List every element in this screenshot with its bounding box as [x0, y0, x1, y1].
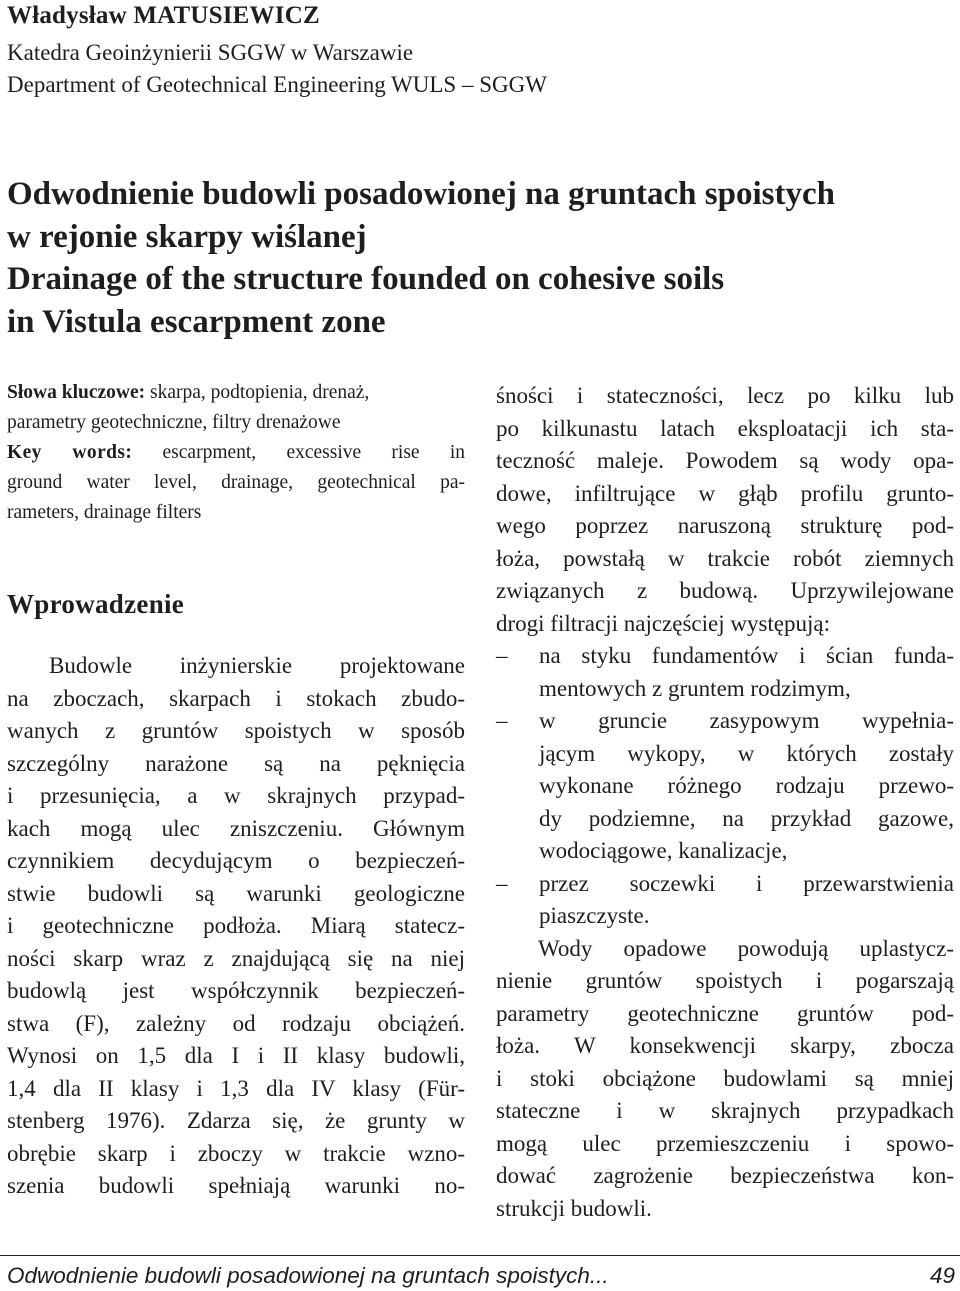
keywords-en-line: ground water level, drainage, geotechnical pa- — [7, 472, 465, 493]
body-line: po kilkunastu latach eksploatacji ich sta- — [496, 415, 954, 441]
title-line: in Vistula escarpment zone — [7, 303, 386, 340]
affiliation-english: Department of Geotechnical Engineering WULS – SGGW — [7, 72, 547, 97]
section-heading: Wprowadzenie — [7, 589, 185, 619]
body-line: i przesunięcia, a w skrajnych przypad- — [7, 783, 465, 808]
list-item-text: na styku fundamentów i ścian funda- — [539, 643, 954, 668]
body-line: obrębie skarp i zboczy w trakcie wzno- — [7, 1140, 465, 1166]
body-line: strukcji budowli. — [496, 1195, 652, 1221]
title-line: w rejonie skarpy wiślanej — [7, 218, 367, 255]
list-item-continuation: dy podziemne, na przykład gazowe, — [539, 805, 954, 831]
body-line: wego poprzez naruszoną strukturę pod- — [496, 513, 954, 538]
paper-title — [7, 173, 947, 343]
body-line: stwa (F), zależny od rodzaju obciążeń. — [7, 1010, 465, 1036]
body-line: kach mogą ulec zniszczeniu. Głównym — [7, 815, 465, 841]
body-line: i geotechniczne podłoża. Miarą statecz- — [7, 913, 465, 938]
body-line: Wynosi on 1,5 dla I i II klasy budowli, — [7, 1043, 465, 1068]
body-line: dować zagrożenie bezpieczeństwa kon- — [496, 1163, 954, 1188]
page-footer — [7, 1263, 955, 1289]
keywords-block — [7, 378, 465, 528]
body-line: śności i stateczności, lecz po kilku lub — [496, 383, 954, 408]
page-number: 49 — [929, 1263, 955, 1288]
list-item-continuation: piaszczyste. — [539, 903, 650, 928]
list-item-text: w gruncie zasypowym wypełnia- — [539, 708, 954, 733]
list-item-continuation: mentowych z gruntem rodzimym, — [539, 675, 851, 701]
list-item-continuation: wykonane różnego rodzaju przewo- — [539, 773, 954, 798]
body-line: i stoki obciążone budowlami są mniej — [496, 1065, 954, 1091]
keywords-pl-text: skarpa, podtopienia, drenaż, — [150, 382, 370, 403]
body-column-left — [7, 650, 465, 1203]
body-line: mogą ulec przemieszczeniu i spowo- — [496, 1130, 954, 1156]
list-item-text: przez soczewki i przewarstwienia — [539, 870, 954, 896]
keywords-pl-label: Słowa kluczowe: — [7, 382, 146, 403]
body-line: stenberg 1976). Zdarza się, że grunty w — [7, 1108, 465, 1133]
list-item — [496, 640, 954, 673]
body-line: drogi filtracji najczęściej występują: — [496, 610, 831, 636]
list-item-continuation: jącym wykopy, w których zostały — [539, 740, 954, 766]
title-line: Drainage of the structure founded on cohesive soils — [7, 261, 725, 297]
body-line: stateczne i w skrajnych przypadkach — [496, 1098, 954, 1123]
body-line: na zboczach, skarpach i stokach zbudo- — [7, 685, 465, 711]
body-line: szenia budowli spełniają warunki no- — [7, 1173, 465, 1198]
list-item-continuation: wodociągowe, kanalizacje, — [539, 838, 788, 863]
keywords-en-text: escarpment, excessive rise in — [162, 442, 465, 463]
footer-divider — [0, 1255, 960, 1256]
body-column-right — [496, 380, 954, 1225]
keywords-en-line: rameters, drainage filters — [7, 502, 202, 523]
body-line: czynnikiem decydującym o bezpieczeń- — [7, 848, 465, 873]
keywords-pl-line: parametry geotechniczne, filtry drenażowe — [7, 412, 341, 433]
keywords-en-label: Key words: — [7, 442, 133, 463]
affiliation-polish: Katedra Geoinżynierii SGGW w Warszawie — [7, 40, 414, 65]
body-line: teczność maleje. Powodem są wody opa- — [496, 448, 954, 473]
list-dash: – — [496, 643, 508, 668]
body-line: Wody opadowe powodują uplastycz- — [538, 935, 954, 961]
body-line: łoża, powstałą w trakcie robót ziemnych — [496, 545, 954, 571]
body-line: budowlą jest współczynnik bezpieczeń- — [7, 978, 465, 1003]
body-line: dowe, infiltrujące w głąb profilu grunto- — [496, 480, 954, 506]
body-line: szczególny narażone są na pęknięcia — [7, 750, 465, 776]
body-line: Budowle inżynierskie projektowane — [49, 653, 465, 678]
body-line: nienie gruntów spoistych i pogarszają — [496, 968, 954, 993]
body-line: wanych z gruntów spoistych w sposób — [7, 718, 465, 743]
body-line: związanych z budową. Uprzywilejowane — [496, 578, 954, 603]
keywords-en-line — [7, 438, 465, 468]
body-line: stwie budowli są warunki geologiczne — [7, 880, 465, 906]
keywords-pl-line — [7, 378, 465, 408]
list-item — [496, 705, 954, 738]
list-dash: – — [496, 708, 508, 733]
list-item — [496, 868, 954, 901]
title-line: Odwodnienie budowli posadowionej na gruntach spoistych — [7, 176, 835, 212]
body-line: parametry geotechniczne gruntów pod- — [496, 1000, 954, 1026]
body-line: ności skarp wraz z znajdującą się na niej — [7, 945, 465, 971]
running-title: Odwodnienie budowli posadowionej na gruntach spoistych... — [7, 1263, 609, 1288]
body-line: łoża. W konsekwencji skarpy, zbocza — [496, 1033, 954, 1058]
author-name: Władysław MATUSIEWICZ — [7, 2, 320, 29]
body-line: 1,4 dla II klasy i 1,3 dla IV klasy (Für- — [7, 1075, 465, 1101]
list-dash: – — [496, 870, 508, 896]
